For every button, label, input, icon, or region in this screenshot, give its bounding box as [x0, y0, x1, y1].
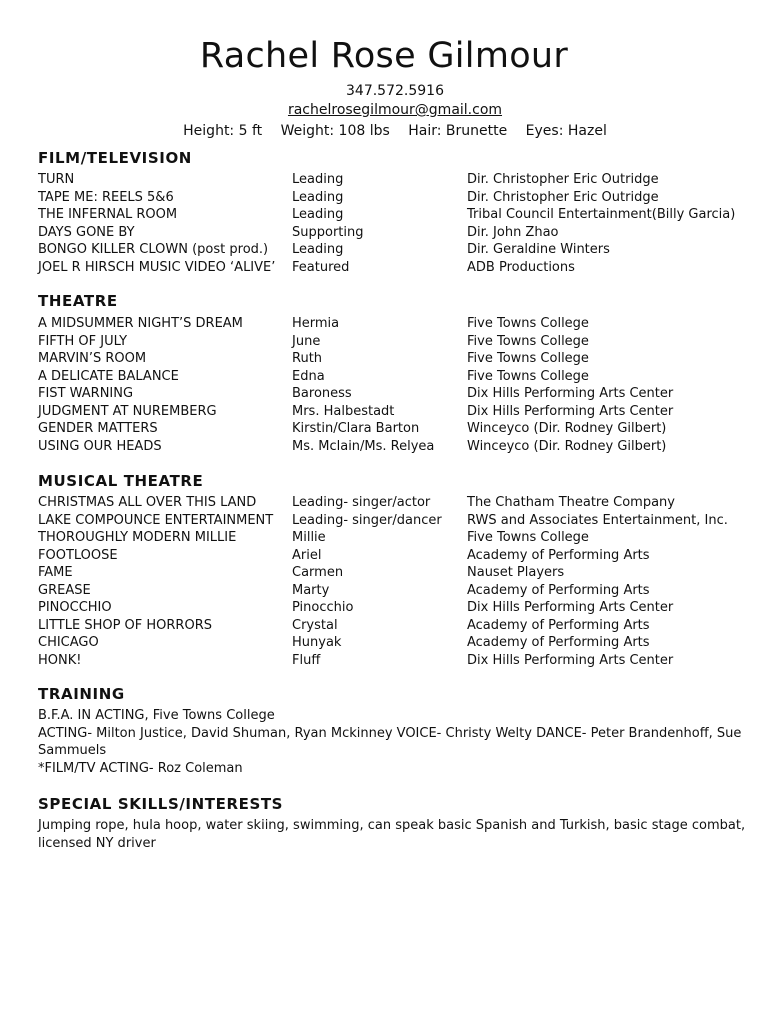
height-stat: Height: 5 ft: [183, 123, 263, 139]
credit-row: [38, 403, 758, 421]
credit-title: TURN: [38, 172, 75, 187]
credit-title: TAPE ME: REELS 5&6: [38, 189, 174, 205]
credit-role: Carmen: [292, 565, 344, 580]
credit-title: A DELICATE BALANCE: [38, 368, 179, 384]
credit-row: [38, 368, 758, 386]
credit-title: MARVIN’S ROOM: [38, 351, 147, 366]
actor-name: Rachel Rose Gilmour: [199, 36, 569, 76]
credit-role: Leading: [292, 242, 344, 257]
training-film-tv: *FILM/TV ACTING- Roz Coleman: [38, 760, 243, 776]
credit-company: RWS and Associates Entertainment, Inc.: [467, 512, 728, 528]
credit-company: Five Towns College: [467, 316, 589, 331]
credit-role: Leading: [292, 189, 344, 205]
film-section-title: FILM/TELEVISION: [38, 149, 192, 167]
credit-title: DAYS GONE BY: [38, 224, 135, 240]
credit-role: Mrs. Halbestadt: [292, 403, 395, 419]
credit-row: [38, 634, 758, 652]
skills-text: Jumping rope, hula hoop, water skiing, swimming, can speak basic Spanish and Turkish, basic stage combat, licensed NY driver: [38, 818, 746, 851]
credit-company: Winceyco (Dir. Rodney Gilbert): [467, 421, 667, 436]
email-link[interactable]: rachelrosegilmour@gmail.com: [287, 102, 503, 118]
credit-title: THOROUGHLY MODERN MILLIE: [38, 530, 237, 545]
credit-company: Five Towns College: [467, 530, 589, 545]
credit-title: A MIDSUMMER NIGHT’S DREAM: [38, 316, 243, 331]
credit-title: LAKE COMPOUNCE ENTERTAINMENT: [38, 512, 274, 528]
credit-role: Leading- singer/dancer: [292, 512, 442, 528]
credit-role: Featured: [292, 259, 350, 275]
eyes-stat: Eyes: Hazel: [525, 123, 607, 139]
credit-company: Dix Hills Performing Arts Center: [467, 600, 674, 615]
credit-company: Nauset Players: [467, 565, 565, 580]
credit-row: [38, 171, 758, 189]
training-section-title: TRAINING: [38, 685, 125, 703]
credit-role: Kirstin/Clara Barton: [292, 421, 420, 436]
credit-company: Dix Hills Performing Arts Center: [467, 652, 674, 668]
credit-title: JOEL R HIRSCH MUSIC VIDEO ‘ALIVE’: [38, 259, 276, 275]
credit-role: Hermia: [292, 316, 340, 331]
credit-row: [38, 315, 758, 333]
credit-role: Ms. Mclain/Ms. Relyea: [292, 438, 435, 454]
skills-section-title: SPECIAL SKILLS/INTERESTS: [38, 795, 284, 813]
phone-number: 347.572.5916: [346, 83, 444, 99]
credit-title: FIST WARNING: [38, 386, 134, 401]
credit-row: [38, 241, 758, 259]
credit-row: [38, 547, 758, 565]
physical-stats: [0, 123, 768, 139]
credit-company: The Chatham Theatre Company: [467, 495, 675, 510]
musical-section-title: MUSICAL THEATRE: [38, 472, 204, 490]
credit-role: Baroness: [292, 386, 352, 401]
credit-role: Supporting: [292, 224, 364, 240]
training-degree: B.F.A. IN ACTING, Five Towns College: [38, 708, 275, 723]
credit-row: [38, 206, 758, 224]
credit-row: [38, 259, 758, 277]
credit-role: Edna: [292, 368, 325, 384]
credit-company: Tribal Council Entertainment(Billy Garcia): [467, 207, 736, 222]
credit-title: FAME: [38, 565, 73, 580]
credit-title: HONK!: [38, 652, 82, 668]
credit-company: Five Towns College: [467, 333, 589, 349]
credit-role: Leading: [292, 172, 344, 187]
credit-row: [38, 599, 758, 617]
credit-company: Academy of Performing Arts: [467, 617, 650, 633]
credit-row: [38, 582, 758, 600]
credit-title: PINOCCHIO: [38, 600, 112, 615]
credit-company: Dir. Christopher Eric Outridge: [467, 189, 659, 205]
credit-role: Fluff: [292, 652, 321, 668]
credit-role: Leading: [292, 207, 344, 222]
credit-row: [38, 512, 758, 530]
credit-row: [38, 529, 758, 547]
credit-title: GENDER MATTERS: [38, 421, 158, 436]
credit-role: Pinocchio: [292, 600, 354, 615]
credit-company: Dix Hills Performing Arts Center: [467, 386, 674, 401]
credit-company: Dir. Christopher Eric Outridge: [467, 172, 659, 187]
credit-role: Ruth: [292, 351, 323, 366]
credit-company: Five Towns College: [467, 368, 589, 384]
credit-company: Dir. John Zhao: [467, 224, 559, 240]
credit-row: [38, 420, 758, 438]
credit-row: [38, 333, 758, 351]
credit-title: JUDGMENT AT NUREMBERG: [38, 403, 217, 419]
credit-row: [38, 438, 758, 456]
musical-credits: [38, 494, 758, 669]
theatre-credits: [38, 315, 758, 455]
training-teachers: ACTING- Milton Justice, David Shuman, Ryan Mckinney VOICE- Christy Welty DANCE- Peter Brandenhoff, Sue Sammuels: [38, 725, 742, 758]
credit-company: Academy of Performing Arts: [467, 635, 650, 650]
credit-row: [38, 617, 758, 635]
credit-row: [38, 350, 758, 368]
credit-row: [38, 494, 758, 512]
credit-row: [38, 385, 758, 403]
credit-role: Millie: [292, 530, 326, 545]
credit-company: ADB Productions: [467, 259, 575, 275]
credit-title: LITTLE SHOP OF HORRORS: [38, 617, 212, 633]
credit-row: [38, 224, 758, 242]
credit-row: [38, 189, 758, 207]
credit-title: THE INFERNAL ROOM: [38, 207, 178, 222]
film-credits: [38, 171, 758, 276]
hair-stat: Hair: Brunette: [408, 123, 508, 139]
credit-title: CHICAGO: [38, 635, 99, 650]
credit-title: USING OUR HEADS: [38, 438, 162, 454]
credit-title: GREASE: [38, 582, 91, 598]
credit-role: June: [292, 333, 321, 349]
credit-company: Dir. Geraldine Winters: [467, 242, 610, 257]
credit-row: [38, 652, 758, 670]
weight-stat: Weight: 108 lbs: [280, 123, 390, 139]
credit-title: FOOTLOOSE: [38, 547, 118, 563]
theatre-section-title: THEATRE: [38, 292, 118, 310]
credit-title: FIFTH OF JULY: [38, 333, 128, 349]
credit-role: Ariel: [292, 547, 322, 563]
credit-company: Five Towns College: [467, 351, 589, 366]
credit-title: BONGO KILLER CLOWN (post prod.): [38, 242, 269, 257]
credit-company: Academy of Performing Arts: [467, 582, 650, 598]
credit-company: Winceyco (Dir. Rodney Gilbert): [467, 438, 667, 454]
training-details: [38, 707, 748, 777]
credit-row: [38, 564, 758, 582]
credit-role: Marty: [292, 582, 330, 598]
credit-role: Leading- singer/actor: [292, 495, 431, 510]
credit-role: Crystal: [292, 617, 338, 633]
credit-company: Dix Hills Performing Arts Center: [467, 403, 674, 419]
credit-role: Hunyak: [292, 635, 342, 650]
credit-title: CHRISTMAS ALL OVER THIS LAND: [38, 495, 257, 510]
credit-company: Academy of Performing Arts: [467, 547, 650, 563]
